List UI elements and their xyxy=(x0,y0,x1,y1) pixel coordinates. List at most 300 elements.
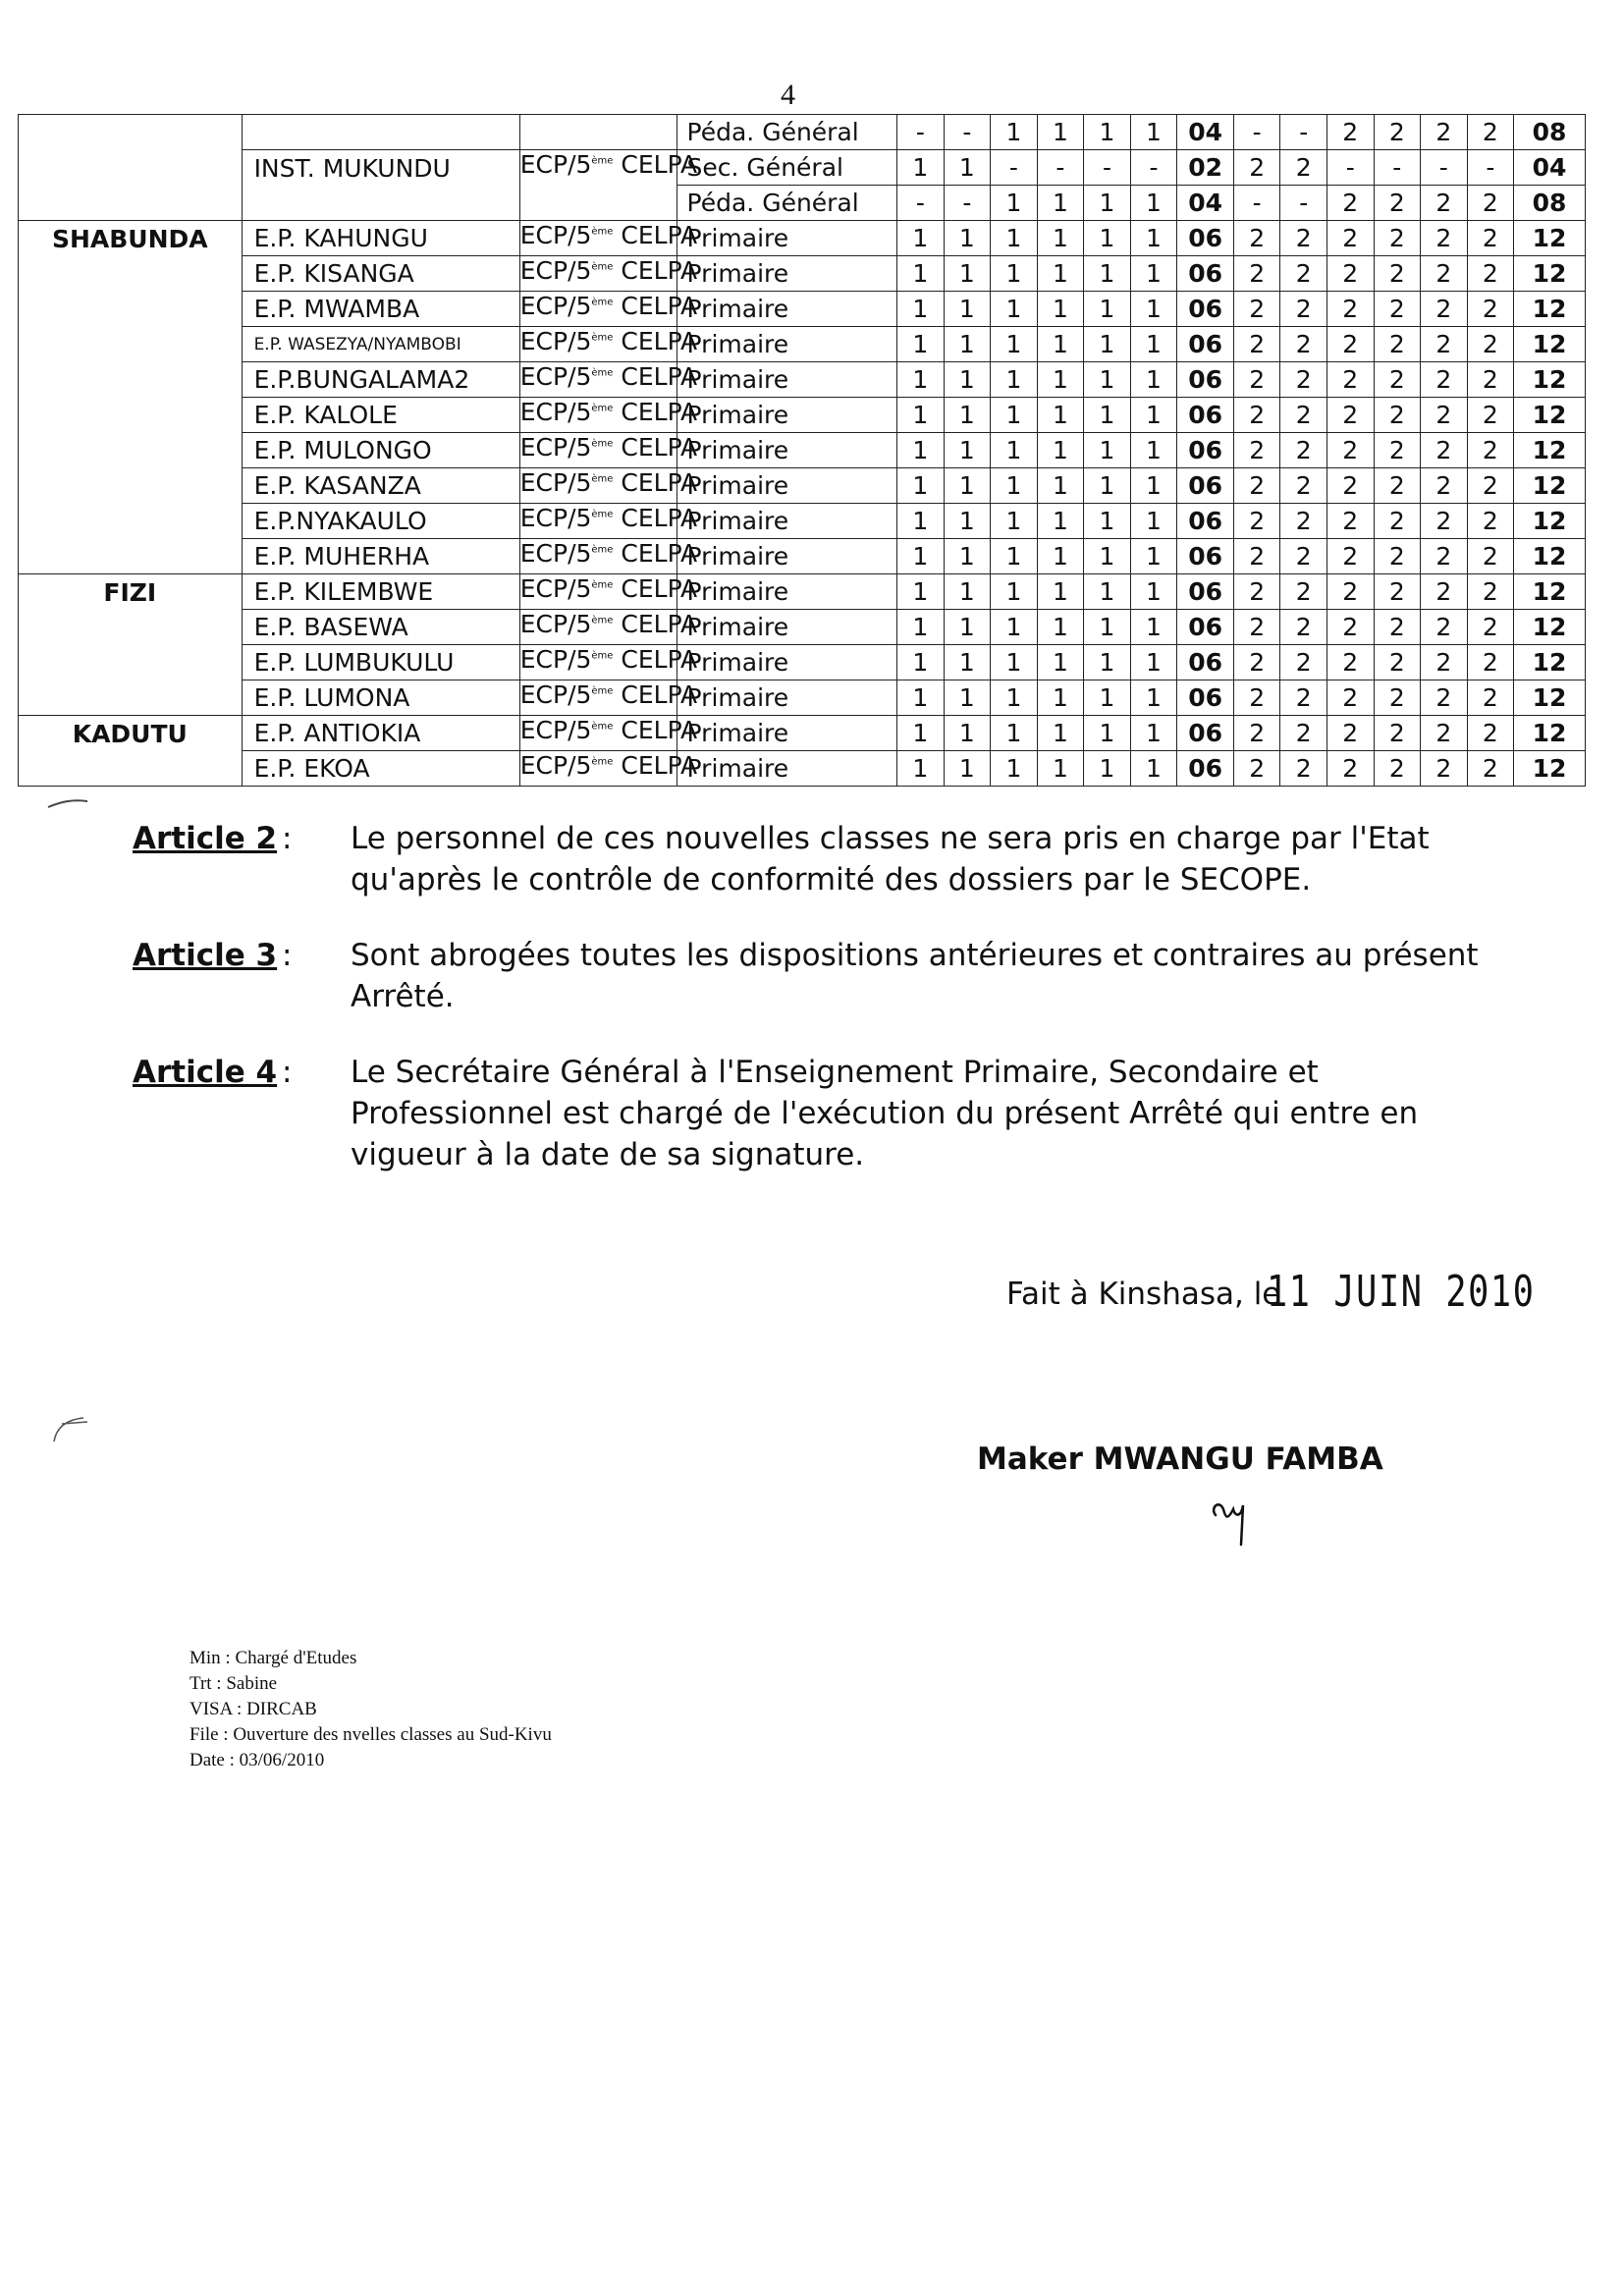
class-count-cell: 1 xyxy=(1037,574,1084,610)
article-colon: : xyxy=(282,938,293,973)
detail-count-cell: 2 xyxy=(1374,256,1421,292)
class-count-cell: 1 xyxy=(944,327,991,362)
grand-total-cell: 08 xyxy=(1514,186,1586,221)
class-count-cell: 1 xyxy=(1084,115,1131,150)
detail-count-cell: 2 xyxy=(1374,751,1421,787)
detail-count-cell: 2 xyxy=(1374,680,1421,716)
class-count-cell: 1 xyxy=(1037,645,1084,680)
regime-cell: ECP/5ème CELPA xyxy=(519,645,677,680)
class-count-cell: 1 xyxy=(991,751,1038,787)
detail-count-cell: 2 xyxy=(1467,115,1514,150)
class-count-cell: 1 xyxy=(1037,221,1084,256)
class-count-cell: 1 xyxy=(991,539,1038,574)
class-count-cell: 1 xyxy=(1037,115,1084,150)
table-row xyxy=(19,221,1586,256)
class-count-cell: 1 xyxy=(991,186,1038,221)
school-cell: E.P. MWAMBA xyxy=(242,292,519,327)
detail-count-cell: 2 xyxy=(1374,716,1421,751)
detail-count-cell: 2 xyxy=(1374,645,1421,680)
location-cell xyxy=(19,115,243,221)
class-count-cell: 1 xyxy=(1084,186,1131,221)
footer-line: Min : Chargé d'Etudes xyxy=(189,1648,357,1668)
article-colon: : xyxy=(282,1055,293,1090)
detail-count-cell: 2 xyxy=(1233,468,1280,504)
detail-count-cell: 2 xyxy=(1280,292,1327,327)
school-cell: INST. MUKUNDU xyxy=(242,150,519,221)
class-count-cell: - xyxy=(944,115,991,150)
class-count-cell: 1 xyxy=(1084,716,1131,751)
scan-mark xyxy=(44,1406,103,1445)
grand-total-cell: 08 xyxy=(1514,115,1586,150)
class-count-cell: 1 xyxy=(1037,716,1084,751)
class-count-cell: 1 xyxy=(991,362,1038,398)
school-cell: E.P. ANTIOKIA xyxy=(242,716,519,751)
detail-count-cell: 2 xyxy=(1280,716,1327,751)
class-count-cell: 1 xyxy=(1130,398,1177,433)
detail-count-cell: 2 xyxy=(1326,504,1374,539)
school-cell: E.P. KAHUNGU xyxy=(242,221,519,256)
table-row xyxy=(19,468,1586,504)
regime-cell: ECP/5ème CELPA xyxy=(519,433,677,468)
class-count-cell: 1 xyxy=(1084,539,1131,574)
detail-count-cell: 2 xyxy=(1326,186,1374,221)
class-count-cell: 1 xyxy=(991,610,1038,645)
section-cell: Primaire xyxy=(677,680,897,716)
class-count-cell: 1 xyxy=(944,256,991,292)
class-count-cell: 1 xyxy=(991,256,1038,292)
detail-count-cell: 2 xyxy=(1280,433,1327,468)
class-count-cell: 1 xyxy=(897,539,945,574)
school-cell: E.P. LUMONA xyxy=(242,680,519,716)
detail-count-cell: 2 xyxy=(1467,433,1514,468)
class-count-cell: 1 xyxy=(944,574,991,610)
detail-count-cell: 2 xyxy=(1467,680,1514,716)
section-cell: Primaire xyxy=(677,433,897,468)
class-count-cell: 1 xyxy=(1130,504,1177,539)
detail-count-cell: 2 xyxy=(1374,221,1421,256)
school-cell: E.P. LUMBUKULU xyxy=(242,645,519,680)
class-count-cell: 1 xyxy=(944,398,991,433)
grand-total-cell: 12 xyxy=(1514,504,1586,539)
table-row xyxy=(19,362,1586,398)
detail-count-cell: 2 xyxy=(1326,468,1374,504)
class-count-cell: 1 xyxy=(897,574,945,610)
school-cell: E.P. KALOLE xyxy=(242,398,519,433)
detail-count-cell: 2 xyxy=(1374,433,1421,468)
class-count-cell: 1 xyxy=(1084,574,1131,610)
class-count-cell: 1 xyxy=(991,504,1038,539)
section-cell: Primaire xyxy=(677,398,897,433)
detail-count-cell: 2 xyxy=(1326,574,1374,610)
table-row xyxy=(19,292,1586,327)
grand-total-cell: 12 xyxy=(1514,574,1586,610)
regime-cell: ECP/5ème CELPA xyxy=(519,398,677,433)
school-cell: E.P. KISANGA xyxy=(242,256,519,292)
detail-count-cell: 2 xyxy=(1326,256,1374,292)
location-cell: FIZI xyxy=(19,574,243,716)
detail-count-cell: 2 xyxy=(1280,327,1327,362)
section-cell: Primaire xyxy=(677,645,897,680)
detail-count-cell: 2 xyxy=(1326,680,1374,716)
class-count-cell: - xyxy=(944,186,991,221)
class-count-cell: 1 xyxy=(1130,115,1177,150)
regime-cell: ECP/5ème CELPA xyxy=(519,751,677,787)
grand-total-cell: 12 xyxy=(1514,645,1586,680)
grand-total-cell: 12 xyxy=(1514,680,1586,716)
location-cell: KADUTU xyxy=(19,716,243,787)
detail-count-cell: 2 xyxy=(1326,716,1374,751)
class-count-cell: 1 xyxy=(991,468,1038,504)
class-count-cell: 1 xyxy=(897,716,945,751)
school-cell: E.P. EKOA xyxy=(242,751,519,787)
scan-mark xyxy=(44,793,103,813)
total-classes-cell: 06 xyxy=(1177,610,1234,645)
section-cell: Primaire xyxy=(677,221,897,256)
class-count-cell: 1 xyxy=(897,504,945,539)
class-count-cell: 1 xyxy=(897,468,945,504)
section-cell: Primaire xyxy=(677,468,897,504)
total-classes-cell: 06 xyxy=(1177,504,1234,539)
detail-count-cell: 2 xyxy=(1280,645,1327,680)
class-count-cell: 1 xyxy=(1084,292,1131,327)
section-cell: Primaire xyxy=(677,256,897,292)
detail-count-cell: 2 xyxy=(1280,751,1327,787)
detail-count-cell: 2 xyxy=(1233,751,1280,787)
detail-count-cell: 2 xyxy=(1421,221,1468,256)
detail-count-cell: 2 xyxy=(1326,327,1374,362)
class-count-cell: 1 xyxy=(897,150,945,186)
class-count-cell: 1 xyxy=(944,292,991,327)
detail-count-cell: 2 xyxy=(1421,645,1468,680)
detail-count-cell: 2 xyxy=(1467,186,1514,221)
school-cell: E.P. BASEWA xyxy=(242,610,519,645)
detail-count-cell: 2 xyxy=(1421,680,1468,716)
school-cell: E.P. KASANZA xyxy=(242,468,519,504)
detail-count-cell: 2 xyxy=(1326,645,1374,680)
detail-count-cell: 2 xyxy=(1374,574,1421,610)
article-label: Article 3 xyxy=(133,938,278,973)
detail-count-cell: - xyxy=(1280,186,1327,221)
grand-total-cell: 04 xyxy=(1514,150,1586,186)
detail-count-cell: 2 xyxy=(1233,610,1280,645)
table-row xyxy=(19,751,1586,787)
class-count-cell: 1 xyxy=(1130,468,1177,504)
class-count-cell: 1 xyxy=(991,680,1038,716)
class-count-cell: 1 xyxy=(1084,433,1131,468)
table-row xyxy=(19,398,1586,433)
detail-count-cell: 2 xyxy=(1280,504,1327,539)
table-row xyxy=(19,539,1586,574)
class-count-cell: 1 xyxy=(944,716,991,751)
class-count-cell: 1 xyxy=(991,433,1038,468)
total-classes-cell: 06 xyxy=(1177,751,1234,787)
class-count-cell: 1 xyxy=(1037,398,1084,433)
regime-cell: ECP/5ème CELPA xyxy=(519,362,677,398)
detail-count-cell: 2 xyxy=(1326,115,1374,150)
detail-count-cell: 2 xyxy=(1421,539,1468,574)
regime-cell: ECP/5ème CELPA xyxy=(519,221,677,256)
detail-count-cell: 2 xyxy=(1467,751,1514,787)
table-row xyxy=(19,256,1586,292)
class-count-cell: 1 xyxy=(1037,539,1084,574)
class-count-cell: 1 xyxy=(897,645,945,680)
section-cell: Primaire xyxy=(677,327,897,362)
class-count-cell: 1 xyxy=(991,574,1038,610)
place-line: Fait à Kinshasa, le xyxy=(1006,1277,1281,1312)
detail-count-cell: 2 xyxy=(1326,398,1374,433)
class-count-cell: 1 xyxy=(897,680,945,716)
class-count-cell: 1 xyxy=(1037,680,1084,716)
class-count-cell: 1 xyxy=(1037,327,1084,362)
table-row xyxy=(19,574,1586,610)
class-count-cell: 1 xyxy=(991,292,1038,327)
class-count-cell: 1 xyxy=(1084,751,1131,787)
grand-total-cell: 12 xyxy=(1514,433,1586,468)
class-count-cell: 1 xyxy=(897,221,945,256)
class-count-cell: 1 xyxy=(944,645,991,680)
detail-count-cell: 2 xyxy=(1280,221,1327,256)
footer-line: File : Ouverture des nvelles classes au Sud-Kivu xyxy=(189,1724,552,1745)
total-classes-cell: 06 xyxy=(1177,256,1234,292)
total-classes-cell: 06 xyxy=(1177,716,1234,751)
detail-count-cell: 2 xyxy=(1233,256,1280,292)
detail-count-cell: 2 xyxy=(1280,539,1327,574)
class-count-cell: 1 xyxy=(944,680,991,716)
article-text: Le Secrétaire Général à l'Enseignement Primaire, Secondaire et Professionnel est chargé de l'exécution du présent Arrêté qui entre en vigueur à la date de sa signature. xyxy=(351,1055,1419,1172)
class-count-cell: 1 xyxy=(991,716,1038,751)
date-stamp: 11 JUIN 2010 xyxy=(1267,1267,1536,1317)
class-count-cell: 1 xyxy=(991,221,1038,256)
detail-count-cell: 2 xyxy=(1233,292,1280,327)
detail-count-cell: 2 xyxy=(1467,504,1514,539)
grand-total-cell: 12 xyxy=(1514,256,1586,292)
detail-count-cell: 2 xyxy=(1233,716,1280,751)
table-row xyxy=(19,433,1586,468)
class-count-cell: 1 xyxy=(944,221,991,256)
class-count-cell: - xyxy=(897,115,945,150)
detail-count-cell: - xyxy=(1233,186,1280,221)
total-classes-cell: 06 xyxy=(1177,468,1234,504)
regime-cell: ECP/5ème CELPA xyxy=(519,574,677,610)
grand-total-cell: 12 xyxy=(1514,398,1586,433)
class-count-cell: 1 xyxy=(1084,468,1131,504)
class-count-cell: 1 xyxy=(1130,751,1177,787)
detail-count-cell: 2 xyxy=(1233,504,1280,539)
detail-count-cell: 2 xyxy=(1326,221,1374,256)
total-classes-cell: 06 xyxy=(1177,574,1234,610)
class-count-cell: 1 xyxy=(944,468,991,504)
table-row xyxy=(19,504,1586,539)
class-count-cell: 1 xyxy=(991,327,1038,362)
class-count-cell: 1 xyxy=(1130,680,1177,716)
class-count-cell: 1 xyxy=(1130,645,1177,680)
class-count-cell: 1 xyxy=(1130,292,1177,327)
class-count-cell: 1 xyxy=(897,610,945,645)
total-classes-cell: 04 xyxy=(1177,186,1234,221)
detail-count-cell: 2 xyxy=(1374,115,1421,150)
school-cell xyxy=(242,115,519,150)
detail-count-cell: 2 xyxy=(1467,574,1514,610)
class-count-cell: 1 xyxy=(1084,362,1131,398)
class-count-cell: 1 xyxy=(1084,504,1131,539)
class-count-cell: 1 xyxy=(1037,362,1084,398)
detail-count-cell: 2 xyxy=(1374,539,1421,574)
footer-line: VISA : DIRCAB xyxy=(189,1699,317,1719)
class-count-cell: 1 xyxy=(1130,610,1177,645)
detail-count-cell: 2 xyxy=(1326,292,1374,327)
class-count-cell: 1 xyxy=(1084,256,1131,292)
school-cell: E.P. WASEZYA/NYAMBOBI xyxy=(242,327,519,362)
detail-count-cell: 2 xyxy=(1233,680,1280,716)
detail-count-cell: 2 xyxy=(1326,539,1374,574)
class-count-cell: 1 xyxy=(897,256,945,292)
detail-count-cell: 2 xyxy=(1421,468,1468,504)
detail-count-cell: 2 xyxy=(1280,468,1327,504)
detail-count-cell: 2 xyxy=(1467,292,1514,327)
class-count-cell: 1 xyxy=(944,504,991,539)
detail-count-cell: 2 xyxy=(1421,362,1468,398)
total-classes-cell: 02 xyxy=(1177,150,1234,186)
detail-count-cell: - xyxy=(1421,150,1468,186)
schools-table xyxy=(18,114,1586,787)
section-cell: Péda. Général xyxy=(677,115,897,150)
class-count-cell: 1 xyxy=(1130,221,1177,256)
section-cell: Primaire xyxy=(677,610,897,645)
page-number: 4 xyxy=(781,79,795,111)
class-count-cell: 1 xyxy=(944,610,991,645)
detail-count-cell: - xyxy=(1374,150,1421,186)
total-classes-cell: 06 xyxy=(1177,398,1234,433)
detail-count-cell: 2 xyxy=(1374,292,1421,327)
section-cell: Primaire xyxy=(677,539,897,574)
detail-count-cell: 2 xyxy=(1280,150,1327,186)
detail-count-cell: 2 xyxy=(1233,433,1280,468)
detail-count-cell: - xyxy=(1233,115,1280,150)
detail-count-cell: 2 xyxy=(1233,221,1280,256)
article-text: Le personnel de ces nouvelles classes ne sera pris en charge par l'Etat qu'après le contrôle de conformité des dossiers par le SECOPE. xyxy=(351,821,1430,898)
total-classes-cell: 06 xyxy=(1177,221,1234,256)
signatory-name: Maker MWANGU FAMBA xyxy=(977,1442,1383,1477)
class-count-cell: 1 xyxy=(897,751,945,787)
detail-count-cell: 2 xyxy=(1233,645,1280,680)
detail-count-cell: 2 xyxy=(1280,362,1327,398)
total-classes-cell: 06 xyxy=(1177,645,1234,680)
class-count-cell: 1 xyxy=(1084,610,1131,645)
detail-count-cell: 2 xyxy=(1467,221,1514,256)
class-count-cell: 1 xyxy=(1037,468,1084,504)
class-count-cell: 1 xyxy=(897,362,945,398)
class-count-cell: 1 xyxy=(897,433,945,468)
detail-count-cell: 2 xyxy=(1326,362,1374,398)
detail-count-cell: 2 xyxy=(1326,610,1374,645)
detail-count-cell: 2 xyxy=(1233,539,1280,574)
detail-count-cell: 2 xyxy=(1233,150,1280,186)
detail-count-cell: 2 xyxy=(1280,610,1327,645)
class-count-cell: 1 xyxy=(897,327,945,362)
table-row xyxy=(19,645,1586,680)
detail-count-cell: 2 xyxy=(1374,504,1421,539)
regime-cell: ECP/5ème CELPA xyxy=(519,150,677,221)
school-cell: E.P.BUNGALAMA2 xyxy=(242,362,519,398)
total-classes-cell: 06 xyxy=(1177,327,1234,362)
class-count-cell: - xyxy=(897,186,945,221)
article-colon: : xyxy=(282,821,293,856)
class-count-cell: - xyxy=(1084,150,1131,186)
grand-total-cell: 12 xyxy=(1514,292,1586,327)
class-count-cell: 1 xyxy=(944,362,991,398)
regime-cell: ECP/5ème CELPA xyxy=(519,468,677,504)
class-count-cell: - xyxy=(1130,150,1177,186)
detail-count-cell: 2 xyxy=(1421,574,1468,610)
detail-count-cell: 2 xyxy=(1421,398,1468,433)
total-classes-cell: 06 xyxy=(1177,539,1234,574)
handwritten-signature xyxy=(1208,1488,1276,1547)
article-label: Article 4 xyxy=(133,1055,278,1090)
section-cell: Primaire xyxy=(677,362,897,398)
class-count-cell: 1 xyxy=(1130,433,1177,468)
class-count-cell: 1 xyxy=(944,433,991,468)
detail-count-cell: - xyxy=(1326,150,1374,186)
total-classes-cell: 06 xyxy=(1177,433,1234,468)
class-count-cell: 1 xyxy=(944,539,991,574)
class-count-cell: 1 xyxy=(1084,221,1131,256)
section-cell: Sec. Général xyxy=(677,150,897,186)
class-count-cell: 1 xyxy=(1084,327,1131,362)
class-count-cell: - xyxy=(991,150,1038,186)
class-count-cell: 1 xyxy=(1084,398,1131,433)
class-count-cell: 1 xyxy=(1130,186,1177,221)
total-classes-cell: 06 xyxy=(1177,362,1234,398)
detail-count-cell: 2 xyxy=(1467,539,1514,574)
detail-count-cell: 2 xyxy=(1421,504,1468,539)
total-classes-cell: 06 xyxy=(1177,292,1234,327)
table-row xyxy=(19,680,1586,716)
location-cell: SHABUNDA xyxy=(19,221,243,574)
detail-count-cell: 2 xyxy=(1326,751,1374,787)
regime-cell: ECP/5ème CELPA xyxy=(519,539,677,574)
regime-cell: ECP/5ème CELPA xyxy=(519,610,677,645)
class-count-cell: 1 xyxy=(1084,680,1131,716)
detail-count-cell: 2 xyxy=(1280,680,1327,716)
total-classes-cell: 06 xyxy=(1177,680,1234,716)
footer-line: Trt : Sabine xyxy=(189,1673,278,1694)
grand-total-cell: 12 xyxy=(1514,751,1586,787)
total-classes-cell: 04 xyxy=(1177,115,1234,150)
detail-count-cell: 2 xyxy=(1467,362,1514,398)
table-row xyxy=(19,150,1586,186)
class-count-cell: 1 xyxy=(1130,256,1177,292)
detail-count-cell: 2 xyxy=(1280,256,1327,292)
detail-count-cell: 2 xyxy=(1421,433,1468,468)
footer-line: Date : 03/06/2010 xyxy=(189,1750,325,1770)
grand-total-cell: 12 xyxy=(1514,327,1586,362)
table-row xyxy=(19,327,1586,362)
grand-total-cell: 12 xyxy=(1514,716,1586,751)
detail-count-cell: 2 xyxy=(1233,327,1280,362)
detail-count-cell: 2 xyxy=(1467,398,1514,433)
detail-count-cell: 2 xyxy=(1326,433,1374,468)
class-count-cell: 1 xyxy=(1037,751,1084,787)
detail-count-cell: 2 xyxy=(1421,716,1468,751)
grand-total-cell: 12 xyxy=(1514,539,1586,574)
school-cell: E.P. MUHERHA xyxy=(242,539,519,574)
detail-count-cell: 2 xyxy=(1374,468,1421,504)
class-count-cell: 1 xyxy=(1037,186,1084,221)
school-cell: E.P.NYAKAULO xyxy=(242,504,519,539)
class-count-cell: 1 xyxy=(1084,645,1131,680)
regime-cell: ECP/5ème CELPA xyxy=(519,327,677,362)
detail-count-cell: 2 xyxy=(1421,256,1468,292)
